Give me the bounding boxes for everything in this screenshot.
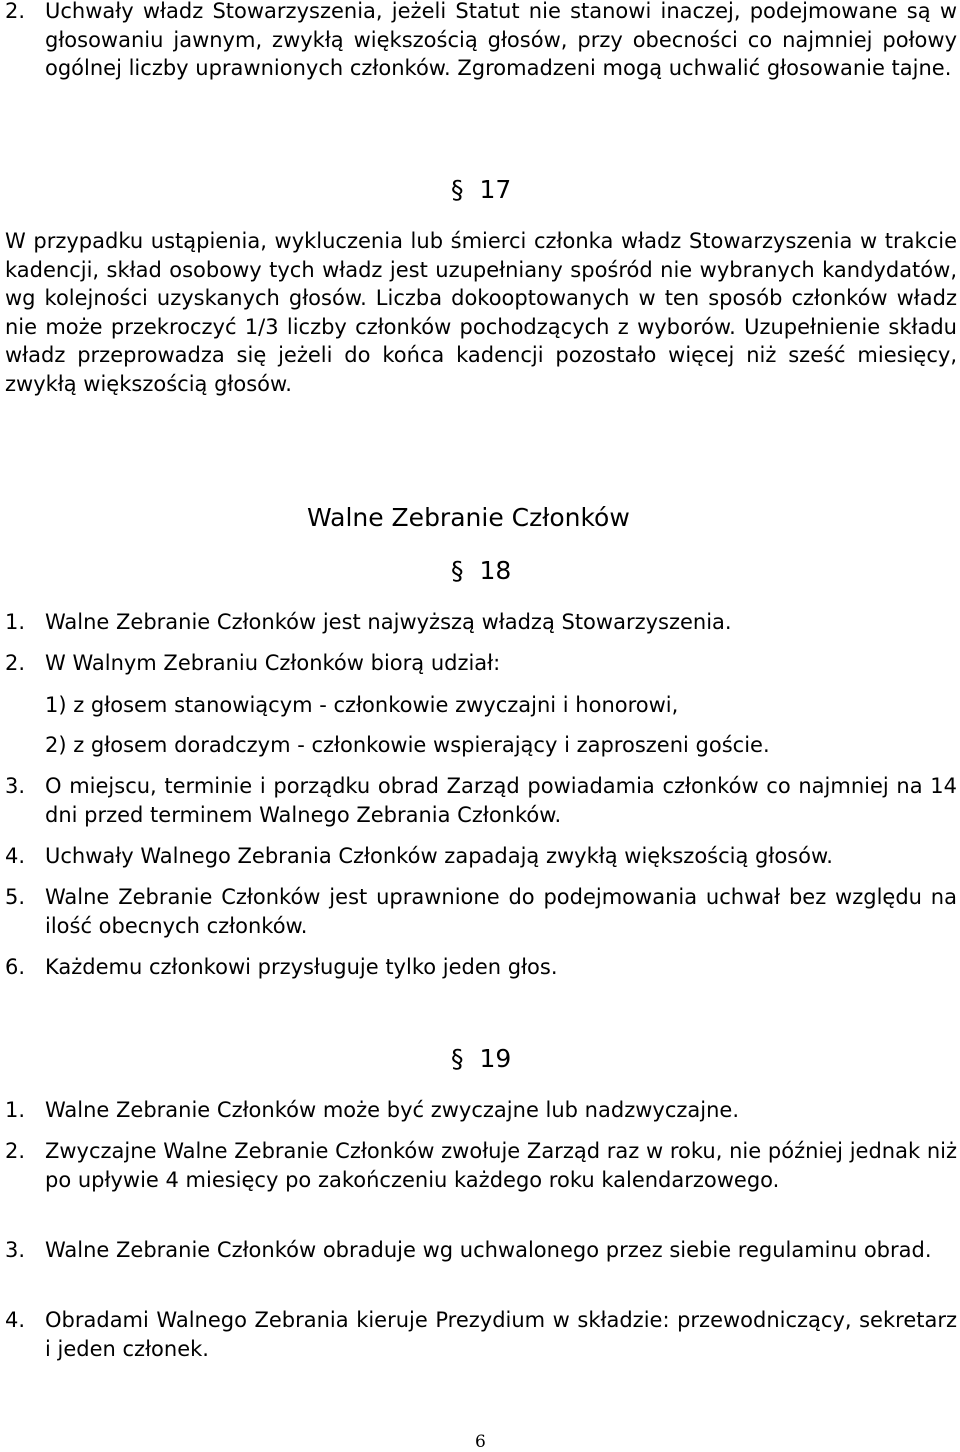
item-text: Walne Zebranie Członków obraduje wg uchwalonego przez siebie regulaminu obrad. <box>45 1238 932 1262</box>
list-item <box>5 1096 957 1125</box>
item-text: Uchwały władz Stowarzyszenia, jeżeli Statut nie stanowi inaczej, podejmowane są w głosowaniu jawnym, zwykłą większością głosów, przy obecności co najmniej połowy ogólnej liczby uprawnionych członków. Zgromadzeni mogą uchwalić głosowanie tajne. <box>45 0 957 80</box>
item-text: Uchwały Walnego Zebrania Członków zapadają zwykłą większością głosów. <box>45 844 833 868</box>
list-item <box>5 608 957 637</box>
section-sign: § <box>451 556 464 585</box>
list-item <box>5 953 957 982</box>
page-number: 6 <box>475 1432 486 1452</box>
list-item <box>5 772 957 829</box>
section-number: 19 <box>479 1044 512 1073</box>
list-item <box>5 1306 957 1363</box>
item-number: 1. <box>5 1098 26 1122</box>
item-text: Walne Zebranie Członków jest najwyższą władzą Stowarzyszenia. <box>45 610 732 634</box>
section-17-paragraph: W przypadku ustąpienia, wykluczenia lub śmierci członka władz Stowarzyszenia w trakcie kadencji, skład osobowy tych władz jest uzupełniany spośród nie wybranych kandydatów, wg kolejności uzyskanych głosów. Liczba dokooptowanych w ten sposób członków władz nie może przekroczyć 1/3 liczby członków pochodzących z wyborów. Uzupełnienie składu władz przeprowadza się jeżeli do końca kadencji pozostało więcej niż sześć miesięcy, zwykłą większością głosów. <box>5 229 957 396</box>
list-item <box>5 1137 957 1194</box>
section-17-heading <box>451 175 511 205</box>
item-text: Zwyczajne Walne Zebranie Członków zwołuje Zarząd raz w roku, nie później jednak niż po upływie 4 miesięcy po zakończeniu każdego roku kalendarzowego. <box>45 1139 957 1192</box>
item-number: 4. <box>5 1308 26 1332</box>
item-text: Walne Zebranie Członków może być zwyczajne lub nadzwyczajne. <box>45 1098 739 1122</box>
item-number: 3. <box>5 774 26 798</box>
item-number: 3. <box>5 1238 26 1262</box>
list-item <box>5 842 957 871</box>
section-number: 17 <box>479 175 512 204</box>
item-text: Walne Zebranie Członków jest uprawnione do podejmowania uchwał bez względu na ilość obecnych członków. <box>45 885 957 938</box>
section-sign: § <box>451 175 464 204</box>
item-number: 2. <box>5 0 26 23</box>
list-item <box>5 1236 957 1265</box>
sub-list-item: 1) z głosem stanowiącym - członkowie zwyczajni i honorowi, <box>45 693 679 717</box>
item-number: 4. <box>5 844 26 868</box>
item-text: O miejscu, terminie i porządku obrad Zarząd powiadamia członków co najmniej na 14 dni przed terminem Walnego Zebrania Członków. <box>45 774 957 827</box>
section-sign: § <box>451 1044 464 1073</box>
section-18-heading <box>451 556 511 586</box>
section-number: 18 <box>479 556 512 585</box>
chapter-heading: Walne Zebranie Członków <box>307 503 630 532</box>
list-item <box>5 0 957 83</box>
item-text: Każdemu członkowi przysługuje tylko jeden głos. <box>45 955 558 979</box>
item-number: 5. <box>5 885 26 909</box>
list-item <box>5 883 957 940</box>
item-number: 6. <box>5 955 26 979</box>
item-number: 2. <box>5 1139 26 1163</box>
item-number: 1. <box>5 610 26 634</box>
list-item <box>5 649 957 678</box>
section-19-heading <box>451 1044 511 1074</box>
item-number: 2. <box>5 651 26 675</box>
item-text: Obradami Walnego Zebrania kieruje Prezydium w składzie: przewodniczący, sekretarz i jeden członek. <box>45 1308 957 1361</box>
item-text: W Walnym Zebraniu Członków biorą udział: <box>45 651 501 675</box>
sub-list-item: 2) z głosem doradczym - członkowie wspierający i zaproszeni goście. <box>45 733 770 757</box>
